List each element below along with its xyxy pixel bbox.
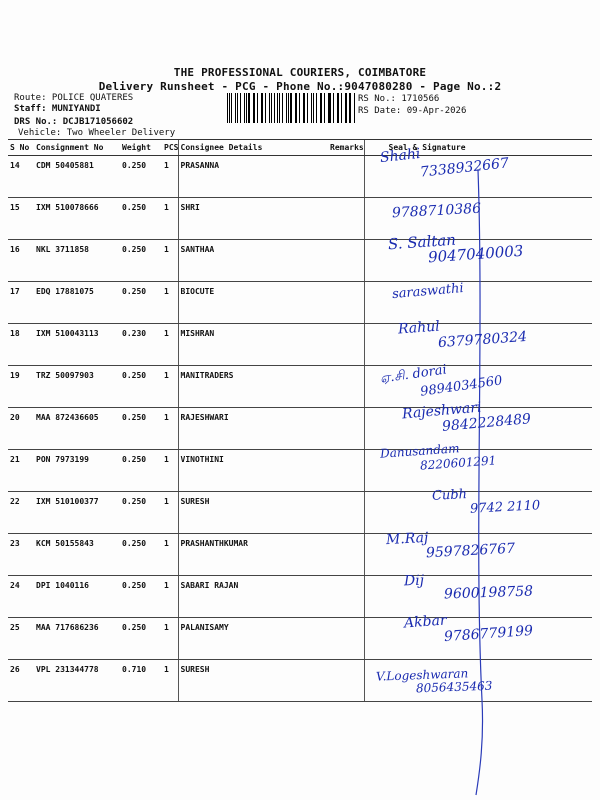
row-weight: 0.250 bbox=[120, 240, 162, 282]
row-consignment: VPL 231344778 bbox=[34, 660, 120, 702]
barcode-bar bbox=[254, 93, 255, 123]
row-sno: 25 bbox=[8, 618, 34, 660]
signature-phone: 9597826767 bbox=[425, 540, 516, 561]
col-weight: Weight bbox=[120, 140, 162, 156]
row-consignee: BIOCUTE bbox=[178, 282, 328, 324]
row-remarks bbox=[328, 660, 364, 702]
row-consignment: EDQ 17881075 bbox=[34, 282, 120, 324]
signature-phone: 8220601291 bbox=[419, 452, 497, 473]
barcode-bar bbox=[338, 93, 339, 123]
row-sno: 20 bbox=[8, 408, 34, 450]
row-sno: 22 bbox=[8, 492, 34, 534]
signature-name: Shahi bbox=[379, 145, 422, 167]
row-consignment: MAA 872436605 bbox=[34, 408, 120, 450]
barcode-bar bbox=[240, 93, 241, 123]
rs-date: RS Date: 09-Apr-2026 bbox=[358, 106, 467, 116]
signature-phone: 7338932667 bbox=[419, 155, 510, 181]
row-pcs: 1 bbox=[162, 282, 178, 324]
row-weight: 0.230 bbox=[120, 324, 162, 366]
barcode-bar bbox=[231, 93, 232, 123]
row-consignee: PALANISAMY bbox=[178, 618, 328, 660]
row-pcs: 1 bbox=[162, 156, 178, 198]
signature-name: saraswathi bbox=[391, 280, 465, 302]
barcode-bar bbox=[299, 93, 300, 123]
table-row bbox=[8, 282, 592, 324]
row-consignment: DPI 1040116 bbox=[34, 576, 120, 618]
col-seal-signature: Seal & Signature bbox=[364, 140, 592, 156]
row-consignment: TRZ 50097903 bbox=[34, 366, 120, 408]
barcode-bar bbox=[349, 93, 350, 123]
table-header-row bbox=[8, 140, 592, 156]
barcode-bar bbox=[229, 93, 230, 123]
row-remarks bbox=[328, 240, 364, 282]
row-remarks bbox=[328, 450, 364, 492]
row-weight: 0.250 bbox=[120, 492, 162, 534]
row-weight: 0.710 bbox=[120, 660, 162, 702]
barcode-bar bbox=[316, 93, 317, 123]
row-consignee: PRASANNA bbox=[178, 156, 328, 198]
barcode-bar bbox=[274, 93, 275, 123]
row-consignee: SURESH bbox=[178, 492, 328, 534]
row-consignment: CDM 50405881 bbox=[34, 156, 120, 198]
signature-phone: 9842228489 bbox=[441, 411, 532, 435]
barcode-bar bbox=[246, 93, 247, 123]
col-consignee: Consignee Details bbox=[178, 140, 328, 156]
row-pcs: 1 bbox=[162, 324, 178, 366]
row-weight: 0.250 bbox=[120, 408, 162, 450]
row-pcs: 1 bbox=[162, 534, 178, 576]
signature-phone: 9894034560 bbox=[419, 372, 504, 400]
barcode-bar bbox=[271, 93, 272, 123]
signature-phone: 8056435463 bbox=[415, 678, 493, 696]
row-sno: 19 bbox=[8, 366, 34, 408]
row-remarks bbox=[328, 324, 364, 366]
row-consignee: SABARI RAJAN bbox=[178, 576, 328, 618]
barcode-bar bbox=[295, 93, 296, 123]
signature-phone: 9786779199 bbox=[443, 622, 534, 645]
runsheet-barcode bbox=[227, 93, 355, 123]
signature-phone: 9047040003 bbox=[427, 241, 524, 267]
row-remarks bbox=[328, 492, 364, 534]
row-consignment: MAA 717686236 bbox=[34, 618, 120, 660]
barcode-bar bbox=[341, 93, 342, 123]
row-pcs: 1 bbox=[162, 450, 178, 492]
row-sno: 16 bbox=[8, 240, 34, 282]
row-remarks bbox=[328, 618, 364, 660]
row-remarks bbox=[328, 198, 364, 240]
signature-name: Cubh bbox=[431, 487, 468, 504]
signature-phone: 6379780324 bbox=[437, 328, 528, 352]
row-sno: 15 bbox=[8, 198, 34, 240]
row-sno: 26 bbox=[8, 660, 34, 702]
row-weight: 0.250 bbox=[120, 282, 162, 324]
table-row bbox=[8, 450, 592, 492]
row-sno: 17 bbox=[8, 282, 34, 324]
row-remarks bbox=[328, 282, 364, 324]
row-consignment: KCM 50155843 bbox=[34, 534, 120, 576]
row-consignee: SURESH bbox=[178, 660, 328, 702]
row-weight: 0.250 bbox=[120, 618, 162, 660]
row-weight: 0.250 bbox=[120, 534, 162, 576]
row-weight: 0.250 bbox=[120, 576, 162, 618]
signature-name: S. Saltan bbox=[387, 230, 457, 254]
row-pcs: 1 bbox=[162, 366, 178, 408]
barcode-bar bbox=[307, 93, 308, 123]
signature-name: Rajeshwari bbox=[401, 399, 483, 423]
row-remarks bbox=[328, 366, 364, 408]
signature-name: M.Raj bbox=[385, 529, 429, 548]
barcode-bar bbox=[324, 93, 325, 123]
barcode-bar bbox=[235, 93, 236, 123]
signature-name: Akbar bbox=[403, 612, 448, 631]
vehicle-label: Vehicle: Two Wheeler Delivery bbox=[18, 128, 176, 138]
col-pcs: PCS bbox=[162, 140, 178, 156]
row-remarks bbox=[328, 534, 364, 576]
row-consignee: RAJESHWARI bbox=[178, 408, 328, 450]
row-remarks bbox=[328, 156, 364, 198]
barcode-bar bbox=[328, 93, 329, 123]
col-remarks: Remarks bbox=[328, 140, 364, 156]
runsheet-company-title: THE PROFESSIONAL COURIERS, COIMBATORE bbox=[173, 66, 427, 79]
row-pcs: 1 bbox=[162, 618, 178, 660]
barcode-bar bbox=[253, 93, 254, 123]
barcode-bar bbox=[257, 93, 258, 123]
barcode-bar bbox=[333, 93, 334, 123]
table-row bbox=[8, 366, 592, 408]
barcode-bar bbox=[286, 93, 287, 123]
row-weight: 0.250 bbox=[120, 366, 162, 408]
barcode-bar bbox=[320, 93, 321, 123]
barcode-bar bbox=[269, 93, 270, 123]
barcode-bar bbox=[354, 93, 355, 123]
signature-phone: 9788710386 bbox=[391, 200, 482, 221]
barcode-bar bbox=[304, 93, 305, 123]
barcode-bar bbox=[279, 93, 280, 123]
col-sno: S No bbox=[8, 140, 34, 156]
signature-phone: 9600198758 bbox=[443, 583, 534, 603]
row-weight: 0.250 bbox=[120, 450, 162, 492]
row-pcs: 1 bbox=[162, 660, 178, 702]
barcode-bar bbox=[290, 93, 291, 123]
row-consignee: MISHRAN bbox=[178, 324, 328, 366]
row-consignee: SANTHAA bbox=[178, 240, 328, 282]
barcode-bar bbox=[337, 93, 338, 123]
row-consignment: IXM 510100377 bbox=[34, 492, 120, 534]
barcode-bar bbox=[346, 93, 347, 123]
row-consignee: SHRI bbox=[178, 198, 328, 240]
rs-number: RS No.: 1710566 bbox=[358, 94, 440, 104]
row-pcs: 1 bbox=[162, 408, 178, 450]
row-pcs: 1 bbox=[162, 240, 178, 282]
route-label: Route: POLICE QUATERES bbox=[14, 93, 134, 103]
row-pcs: 1 bbox=[162, 492, 178, 534]
barcode-bar bbox=[265, 93, 266, 123]
barcode-bar bbox=[288, 93, 289, 123]
signature-name: Dij bbox=[403, 572, 425, 590]
barcode-bar bbox=[303, 93, 304, 123]
barcode-bar bbox=[321, 93, 322, 123]
drs-number: DRS No.: DCJB171056602 bbox=[14, 117, 134, 127]
barcode-bar bbox=[345, 93, 346, 123]
row-sno: 24 bbox=[8, 576, 34, 618]
signature-name: Danusandam bbox=[379, 440, 460, 461]
col-consignment: Consignment No bbox=[34, 140, 120, 156]
table-row bbox=[8, 660, 592, 702]
signature-name: Rahul bbox=[397, 318, 441, 338]
row-consignee: PRASHANTHKUMAR bbox=[178, 534, 328, 576]
barcode-bar bbox=[262, 93, 263, 123]
row-consignment: NKL 3711858 bbox=[34, 240, 120, 282]
row-sno: 23 bbox=[8, 534, 34, 576]
row-consignment: PON 7973199 bbox=[34, 450, 120, 492]
barcode-bar bbox=[311, 93, 312, 123]
row-remarks bbox=[328, 576, 364, 618]
runsheet-subtitle: Delivery Runsheet - PCG - Phone No.:9047080280 - Page No.:2 bbox=[98, 80, 502, 93]
row-consignee: MANITRADERS bbox=[178, 366, 328, 408]
row-sno: 14 bbox=[8, 156, 34, 198]
barcode-bar bbox=[227, 93, 228, 123]
row-pcs: 1 bbox=[162, 198, 178, 240]
row-remarks bbox=[328, 408, 364, 450]
row-weight: 0.250 bbox=[120, 198, 162, 240]
row-sno: 18 bbox=[8, 324, 34, 366]
signature-margin-line bbox=[470, 140, 500, 800]
barcode-bar bbox=[329, 93, 330, 123]
row-consignee: VINOTHINI bbox=[178, 450, 328, 492]
row-pcs: 1 bbox=[162, 576, 178, 618]
barcode-bar bbox=[313, 93, 314, 123]
signature-name: V.Logeshwaran bbox=[375, 666, 469, 684]
table-row bbox=[8, 198, 592, 240]
row-sno: 21 bbox=[8, 450, 34, 492]
staff-label: Staff: MUNIYANDI bbox=[14, 104, 101, 114]
barcode-bar bbox=[296, 93, 297, 123]
signature-name: ஏ.சி. dorai bbox=[379, 361, 448, 387]
row-consignment: IXM 510078666 bbox=[34, 198, 120, 240]
signature-phone: 9742 2110 bbox=[469, 498, 541, 517]
row-weight: 0.250 bbox=[120, 156, 162, 198]
barcode-bar bbox=[261, 93, 262, 123]
row-consignment: IXM 510043113 bbox=[34, 324, 120, 366]
barcode-bar bbox=[248, 93, 249, 123]
barcode-bar bbox=[277, 93, 278, 123]
barcode-bar bbox=[237, 93, 238, 123]
barcode-bar bbox=[282, 93, 283, 123]
barcode-bar bbox=[244, 93, 245, 123]
